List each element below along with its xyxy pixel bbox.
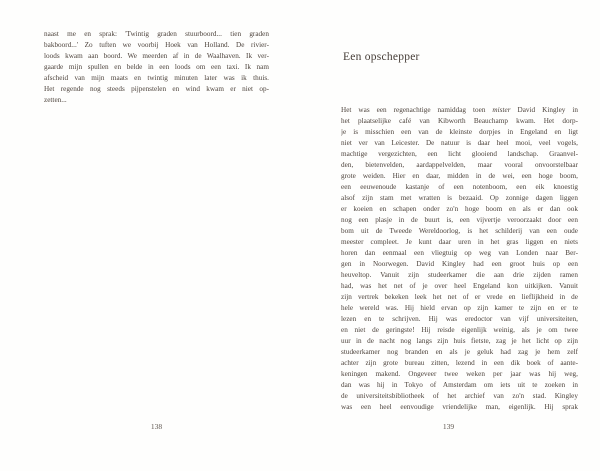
text-line: de universiteitsbibliotheek of het archief van zo'n stad. Kingley: [341, 392, 578, 400]
text-line: studeerkamer nog branden en als je geluk had zag je hem zelf: [341, 348, 578, 356]
text-line: bakboord...' Zo tuften we voorbij Hoek van Holland. De rivier-: [44, 41, 269, 49]
text-line: je is misschien een van de kleinste dorpjes in Engeland en ligt: [341, 128, 578, 136]
right-page-paragraph: [341, 105, 578, 413]
text-line: uur in de nacht nog langs zijn huis fietste, zag je het licht op zijn: [341, 337, 578, 345]
text-line: een eeuwenoude kastanje of een notenboom, een eik knoestig: [341, 183, 578, 191]
left-page-paragraph: [44, 29, 269, 106]
italic-text: mister: [492, 106, 511, 114]
text-line: het plaatselijke café van Kibworth Beauchamp kwam. Het dorp-: [341, 117, 578, 125]
text-line: grote weiden. Hier en daar, midden in de wei, een hoge boom,: [341, 172, 578, 180]
text-line: afscheid van mijn maats en twintig minuten later was ik thuis.: [44, 74, 269, 82]
text-line: keningen makend. Ongeveer twee weken per jaar was hij weg,: [341, 370, 578, 378]
text-line: machtige vergezichten, een licht glooiend landschap. Graanvel-: [341, 150, 578, 158]
text-line: bom uit de Tweede Wereldoorlog, is het schilderij van een oude: [341, 227, 578, 235]
text-line: naast me en sprak: 'Twintig graden stuurboord... tien graden: [44, 30, 269, 38]
text-line: den, bietenvelden, aardappelvelden, maar vooral onvoorstelbaar: [341, 161, 578, 169]
text-line: nog een plasje in de buurt is, een vijvertje veroorzaakt door een: [341, 216, 578, 224]
text-line: gen in Noorwegen. David Kingley had een groot huis op een: [341, 260, 578, 268]
text-segment: David Kingley in: [510, 106, 578, 114]
text-line: hele wereld was. Hij hield ervan op zijn kamer te zijn en er te: [341, 304, 578, 312]
text-line: gaarde mijn spullen en belde in een loods om een taxi. Ik nam: [44, 63, 269, 71]
page-number-left: 138: [150, 422, 163, 431]
text-line: was een heel eenvoudige vriendelijke man, eigenlijk. Hij sprak: [341, 403, 578, 411]
text-line: en niet de geringste! Hij reisde eigenlijk weinig, als je om twee: [341, 326, 578, 334]
text-line: [341, 105, 578, 116]
text-line: loods kwam aan boord. We meerden af in de Waalhaven. Ik ver-: [44, 52, 269, 60]
text-line: zetten...: [44, 96, 67, 104]
text-line: meester compleet. Je kunt daar uren in het gras liggen en niets: [341, 238, 578, 246]
text-line: had, was het net of je over heel Engeland kon uitkijken. Vanuit: [341, 282, 578, 290]
text-segment: Het was een regenachtige namiddag toen: [341, 106, 493, 114]
text-line: zijn vertrek bekeken leek het net of er vrede en lieflijkheid in de: [341, 293, 578, 301]
text-line: lezen en te schrijven. Hij was eredoctor van vijf universiteiten,: [341, 315, 578, 323]
text-line: dan was hij in Tokyo of Amsterdam om iets uit te zoeken in: [341, 381, 578, 389]
text-line: heuveltop. Vanuit zijn studeerkamer die aan drie zijden ramen: [341, 271, 578, 279]
text-line: horen dan eenmaal een vliegtuig op weg van Londen naar Ber-: [341, 249, 578, 257]
chapter-heading: Een opschepper: [343, 51, 420, 63]
page-number-right: 139: [442, 422, 455, 431]
text-line: Het regende nog steeds pijpenstelen en wind kwam er niet op-: [44, 85, 269, 93]
text-line: achter zijn grote bureau zitten, lezend in een dik boek of aante-: [341, 359, 578, 367]
text-line: alsof zijn stam met wratten is bezaaid. Op zonnige dagen liggen: [341, 194, 578, 202]
text-line: niet ver van Leicester. De natuur is daar heel mooi, veel vogels,: [341, 139, 578, 147]
text-line: er koeien en schapen onder zo'n hoge boom en als er dan ook: [341, 205, 578, 213]
